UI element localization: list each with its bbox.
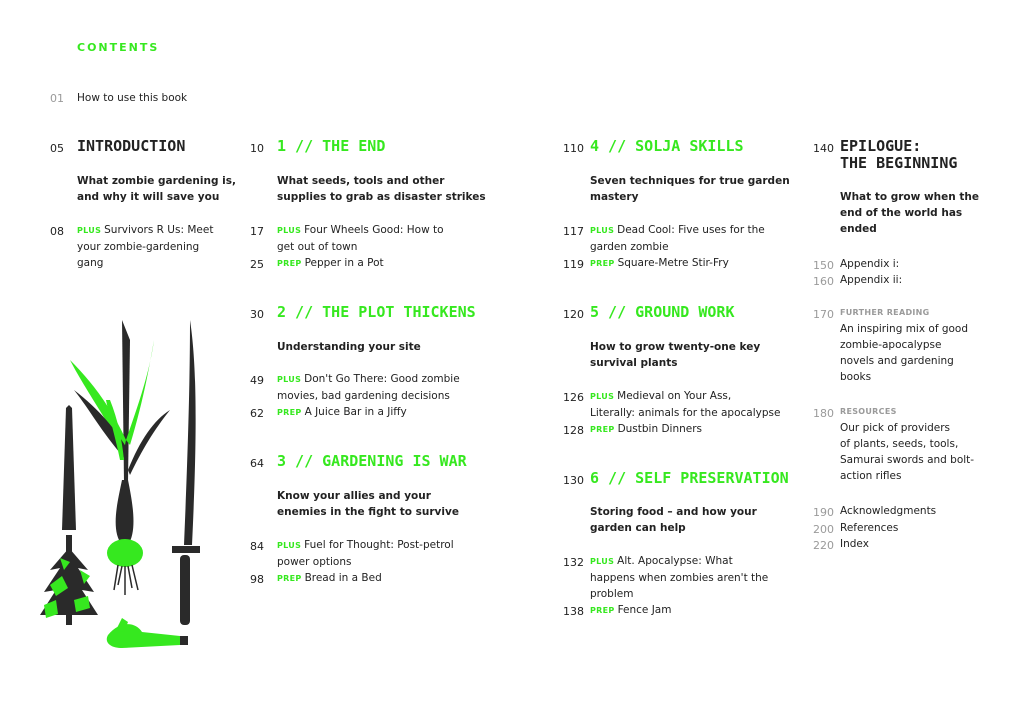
section-title-solja-skills[interactable]: 4 // SOLJA SKILLS bbox=[590, 137, 744, 155]
section-title-the-end[interactable]: 1 // THE END bbox=[277, 137, 386, 155]
page-number: 49 bbox=[250, 374, 264, 387]
section-subtitle: Know your allies and your enemies in the fight to survive bbox=[277, 490, 459, 518]
page-number: 126 bbox=[563, 391, 584, 404]
section-subtitle: What seeds, tools and other supplies to grab as disaster strikes bbox=[277, 175, 486, 203]
plus-tag: PLUS bbox=[590, 226, 615, 235]
toc-entry-further-reading[interactable]: FURTHER READING An inspiring mix of good zombie-apocalypse novels and gardening books bbox=[840, 308, 969, 383]
toc-entry[interactable]: PLUS Dead Cool: Five uses for the garden zombie bbox=[590, 224, 765, 253]
page-number: 140 bbox=[813, 142, 834, 155]
plus-tag: PLUS bbox=[590, 392, 615, 401]
page-number: 180 bbox=[813, 407, 834, 420]
toc-entry-acknowledgments[interactable]: Acknowledgments bbox=[840, 505, 937, 517]
toc-entry-appendix-ii[interactable]: Appendix ii: bbox=[840, 274, 903, 286]
toc-entry[interactable]: PREP Bread in a Bed bbox=[277, 572, 382, 584]
page-number: 10 bbox=[250, 142, 264, 155]
section-subtitle: How to grow twenty-one key survival plants bbox=[590, 341, 761, 369]
page-number: 84 bbox=[250, 540, 264, 553]
section-title-self-preservation[interactable]: 6 // SELF PRESERVATION bbox=[590, 469, 789, 487]
prep-tag: PREP bbox=[277, 574, 302, 583]
toc-entry-resources[interactable]: RESOURCES Our pick of providers of plants, seeds, tools, Samurai swords and bolt- action rifles bbox=[840, 407, 975, 482]
page-number: 01 bbox=[50, 92, 64, 105]
page-number: 200 bbox=[813, 523, 834, 536]
page-number: 62 bbox=[250, 407, 264, 420]
plus-tag: PLUS bbox=[277, 375, 302, 384]
page-number: 138 bbox=[563, 605, 584, 618]
toc-entry-appendix-i[interactable]: Appendix i: bbox=[840, 258, 900, 270]
toc-entry-how-to-use[interactable]: How to use this book bbox=[77, 92, 188, 104]
plus-tag: PLUS bbox=[277, 541, 302, 550]
toc-entry[interactable]: PREP A Juice Bar in a Jiffy bbox=[277, 406, 407, 418]
prep-tag: PREP bbox=[277, 259, 302, 268]
toc-entry[interactable]: PLUS Survivors R Us: Meet your zombie-gardening gang bbox=[77, 224, 214, 269]
page-number: 08 bbox=[50, 225, 64, 238]
toc-entry-index[interactable]: Index bbox=[840, 538, 869, 550]
toc-entry[interactable]: PREP Pepper in a Pot bbox=[277, 257, 384, 269]
page-number: 150 bbox=[813, 259, 834, 272]
page-number: 132 bbox=[563, 556, 584, 569]
contents-heading: CONTENTS bbox=[77, 41, 160, 54]
page-number: 160 bbox=[813, 275, 834, 288]
page-number: 130 bbox=[563, 474, 584, 487]
section-title-epilogue[interactable]: EPILOGUE: THE BEGINNING bbox=[840, 137, 958, 172]
toc-entry[interactable]: PLUS Medieval on Your Ass, Literally: animals for the apocalypse bbox=[590, 390, 781, 419]
page-number: 110 bbox=[563, 142, 584, 155]
page-number: 05 bbox=[50, 142, 64, 155]
page-number: 30 bbox=[250, 308, 264, 321]
toc-entry[interactable]: PREP Dustbin Dinners bbox=[590, 423, 703, 435]
section-subtitle: What to grow when the end of the world has ended bbox=[840, 191, 980, 235]
prep-tag: PREP bbox=[277, 408, 302, 417]
page-number: 128 bbox=[563, 424, 584, 437]
section-subtitle: Storing food – and how your garden can help bbox=[590, 506, 757, 534]
page-number: 190 bbox=[813, 506, 834, 519]
toc-entry[interactable]: PLUS Don't Go There: Good zombie movies, bad gardening decisions bbox=[277, 373, 460, 402]
prep-tag: PREP bbox=[590, 425, 615, 434]
section-title-ground-work[interactable]: 5 // GROUND WORK bbox=[590, 303, 735, 321]
section-title-plot-thickens[interactable]: 2 // THE PLOT THICKENS bbox=[277, 303, 476, 321]
plus-tag: PLUS bbox=[590, 557, 615, 566]
toc-entry[interactable]: PREP Square-Metre Stir-Fry bbox=[590, 257, 729, 269]
section-title-gardening-is-war[interactable]: 3 // GARDENING IS WAR bbox=[277, 452, 467, 470]
garden-weapons-illustration bbox=[30, 300, 230, 670]
section-subtitle: What zombie gardening is, and why it will save you bbox=[77, 175, 236, 203]
page-number: 25 bbox=[250, 258, 264, 271]
section-subtitle: Understanding your site bbox=[277, 341, 421, 353]
section-title-introduction[interactable]: INTRODUCTION bbox=[77, 137, 186, 155]
page-number: 170 bbox=[813, 308, 834, 321]
page-number: 17 bbox=[250, 225, 264, 238]
plus-tag: PLUS bbox=[277, 226, 302, 235]
toc-entry[interactable]: PREP Fence Jam bbox=[590, 604, 672, 616]
prep-tag: PREP bbox=[590, 259, 615, 268]
page-number: 117 bbox=[563, 225, 584, 238]
page-number: 119 bbox=[563, 258, 584, 271]
toc-entry[interactable]: PLUS Fuel for Thought: Post-petrol power options bbox=[277, 539, 454, 568]
page-number: 120 bbox=[563, 308, 584, 321]
toc-entry[interactable]: PLUS Four Wheels Good: How to get out of town bbox=[277, 224, 444, 253]
toc-entry[interactable]: PLUS Alt. Apocalypse: What happens when zombies aren't the problem bbox=[590, 555, 769, 600]
page-number: 98 bbox=[250, 573, 264, 586]
plus-tag: PLUS bbox=[77, 226, 102, 235]
page-number: 64 bbox=[250, 457, 264, 470]
toc-entry-references[interactable]: References bbox=[840, 522, 899, 534]
page-number: 220 bbox=[813, 539, 834, 552]
prep-tag: PREP bbox=[590, 606, 615, 615]
section-subtitle: Seven techniques for true garden mastery bbox=[590, 175, 790, 203]
